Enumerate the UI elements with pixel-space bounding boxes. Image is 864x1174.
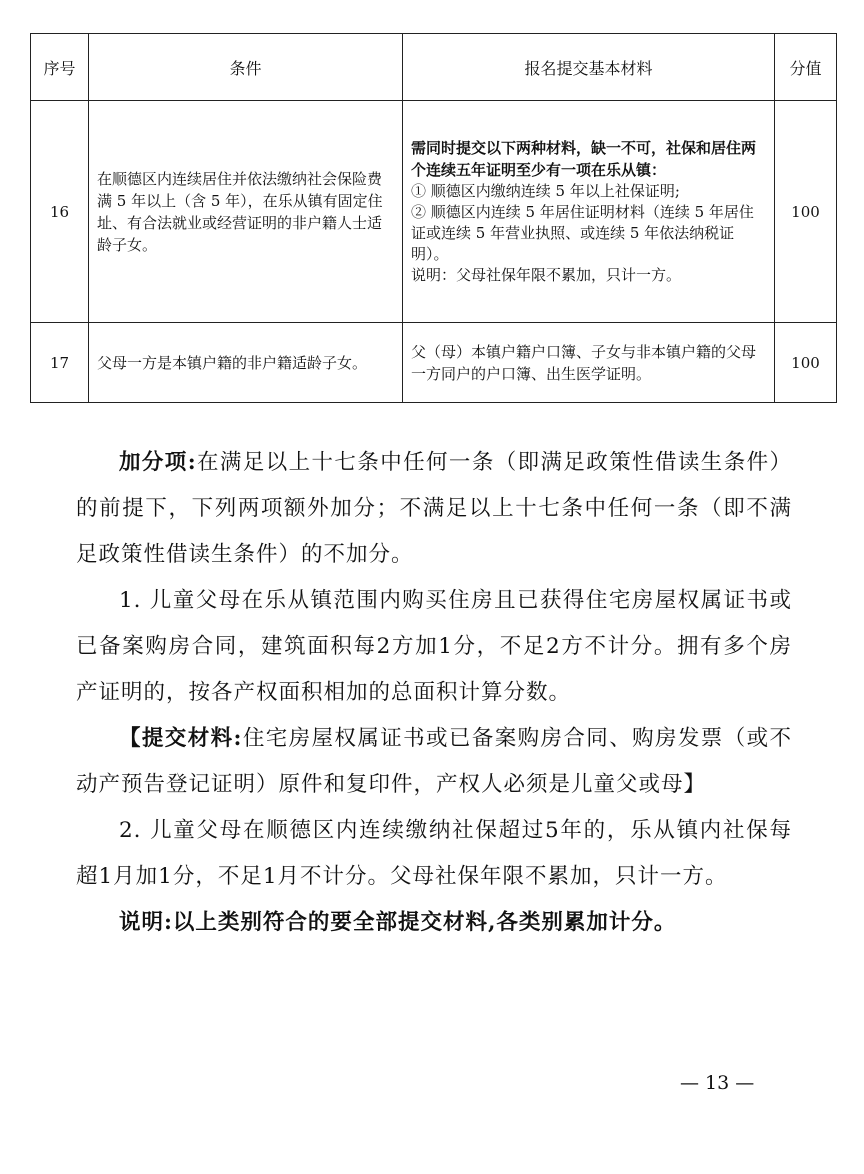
table-header-row <box>31 34 837 101</box>
row-score: 100 <box>775 101 837 323</box>
table-row <box>31 101 837 323</box>
summary-note: 说明:以上类别符合的要全部提交材料,各类别累加计分。 <box>119 910 677 935</box>
header-score: 分值 <box>775 34 837 101</box>
bonus-item-1: 1. 儿童父母在乐从镇范围内购买住房且已获得住宅房屋权属证书或已备案购房合同，建筑面积每2方加1分，不足2方不计分。拥有多个房产证明的，按各产权面积相加的总面积计算分数。 <box>76 588 792 705</box>
row-materials <box>403 323 775 403</box>
materials-item: ② 顺德区内连续 5 年居住证明材料（连续 5 年居住证或连续 5 年营业执照、或连续 5 年依法纳税证明）。 <box>411 203 754 263</box>
bonus-section <box>76 440 792 946</box>
row-condition <box>89 101 403 323</box>
row-score: 100 <box>775 323 837 403</box>
submit-text: 住宅房屋权属证书或已备案购房合同、购房发票（或不动产预告登记证明）原件和复印件，产权人必须是儿童父或母】 <box>76 726 792 797</box>
row-materials <box>403 101 775 323</box>
header-condition: 条件 <box>89 34 403 101</box>
materials-note: 说明：父母社保年限不累加，只计一方。 <box>411 266 682 284</box>
bonus-paragraph <box>76 440 792 578</box>
bonus-text: 在满足以上十七条中任何一条（即满足政策性借读生条件）的前提下，下列两项额外加分；不满足以上十七条中任何一条（即不满足政策性借读生条件）的不加分。 <box>76 450 792 567</box>
row-condition <box>89 323 403 403</box>
row-num: 17 <box>31 323 89 403</box>
row-num: 16 <box>31 101 89 323</box>
requirements-table <box>30 33 837 403</box>
bonus-item-2: 2. 儿童父母在顺德区内连续缴纳社保超过5年的，乐从镇内社保每超1月加1分，不足1月不计分。父母社保年限不累加，只计一方。 <box>76 818 792 889</box>
table-row <box>31 323 837 403</box>
submit-label: 【提交材料: <box>119 726 243 751</box>
condition-text: 父母一方是本镇户籍的非户籍适龄子女。 <box>97 353 368 372</box>
bonus-label: 加分项: <box>119 450 197 475</box>
page-number: — 13 — <box>680 1072 755 1094</box>
materials-requirement: 需同时提交以下两种材料，缺一不可，社保和居住两个连续五年证明至少有一项在乐从镇： <box>411 139 757 179</box>
condition-text: 在顺德区内连续居住并依法缴纳社会保险费满 5 年以上（含 5 年），在乐从镇有固定住址、有合法就业或经营证明的非户籍人士适龄子女。 <box>97 169 383 254</box>
header-num: 序号 <box>31 34 89 101</box>
submit-paragraph <box>76 716 792 808</box>
materials-text: 父（母）本镇户籍户口簿、子女与非本镇户籍的父母一方同户的户口簿、出生医学证明。 <box>411 342 757 383</box>
header-materials: 报名提交基本材料 <box>403 34 775 101</box>
materials-item: ① 顺德区内缴纳连续 5 年以上社保证明; <box>411 182 680 200</box>
